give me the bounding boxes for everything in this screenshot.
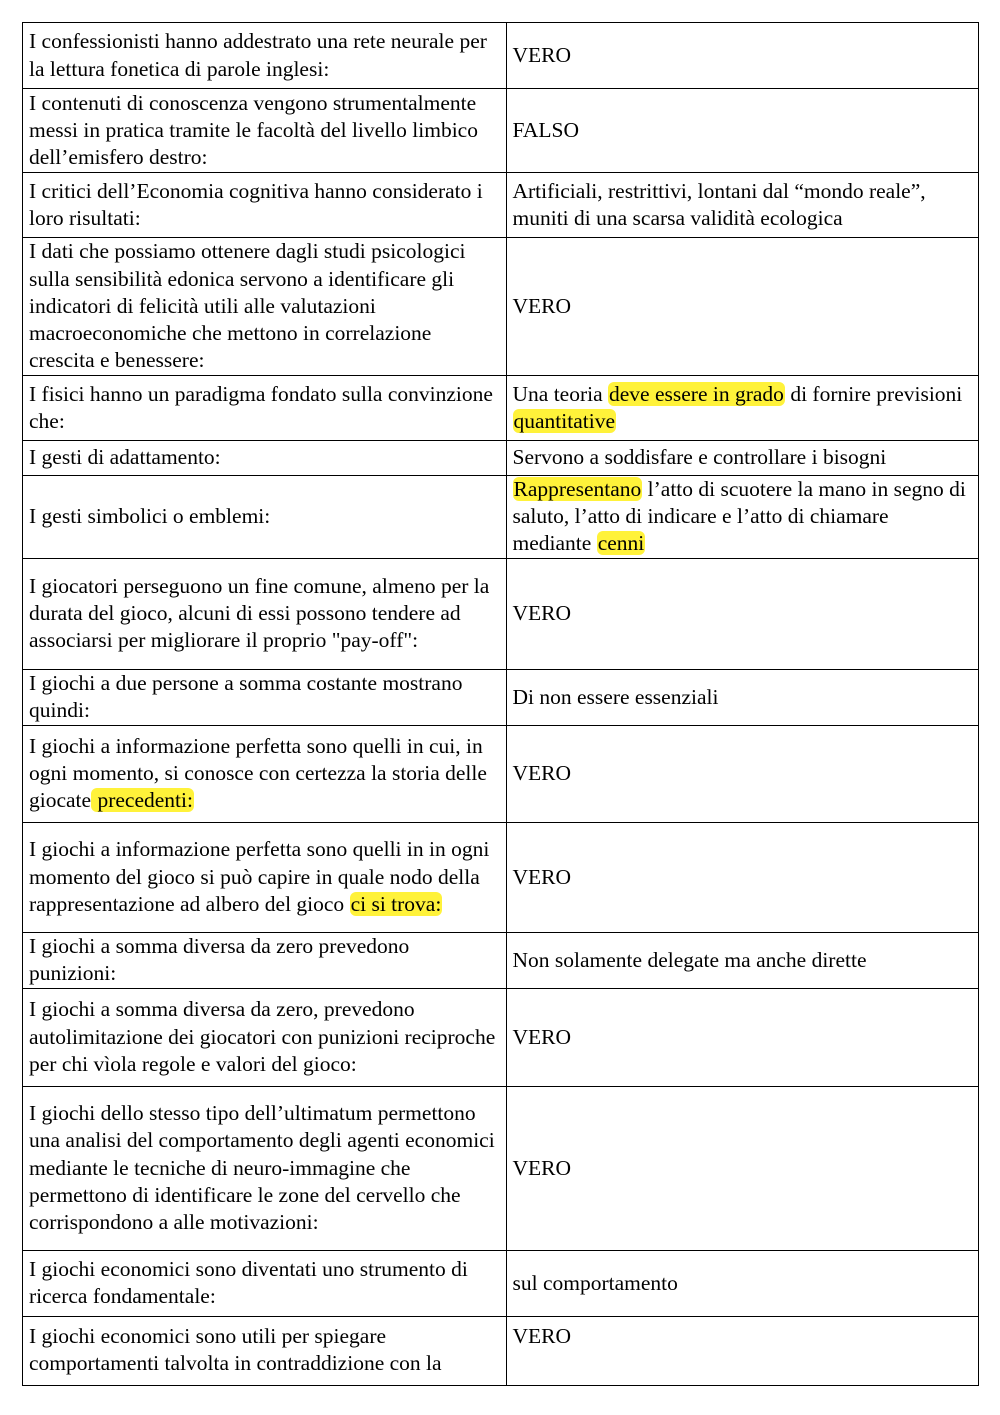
question-cell (23, 725, 507, 822)
cell-text: Di non essere essenziali (512, 684, 719, 709)
highlighted-text: Rappresentano (513, 477, 642, 501)
answer-cell (506, 669, 979, 725)
answer-cell (506, 1316, 979, 1385)
cell-text: VERO (512, 864, 572, 889)
cell-text: FALSO (512, 117, 580, 142)
table-row (23, 89, 979, 173)
cell-text: I giochi a somma diversa da zero, prevedono autolimitazione dei giocatori con punizioni reciproche per chi vìola regole e valori del gioco: (29, 997, 496, 1076)
cell-text: I giochi economici sono diventati uno strumento di ricerca fondamentale: (29, 1256, 468, 1309)
answer-cell (506, 1086, 979, 1250)
cell-text: I fisici hanno un paradigma fondato sulla convinzione che: (29, 381, 493, 433)
cell-text: I critici dell’Economia cognitiva hanno considerato i loro risultati: (29, 178, 483, 230)
table-row (23, 1250, 979, 1316)
cell-text: VERO (512, 1323, 572, 1348)
cell-text: VERO (512, 1024, 572, 1049)
answer-cell (506, 376, 979, 441)
question-cell (23, 238, 507, 376)
cell-text: di fornire previsioni (784, 381, 963, 406)
table-row (23, 238, 979, 376)
answer-cell (506, 725, 979, 822)
question-cell (23, 822, 507, 932)
question-cell (23, 441, 507, 476)
table-row (23, 725, 979, 822)
highlighted-text: cenni (597, 531, 645, 556)
cell-text: I giochi economici sono utili per spiegare comportamenti talvolta in contraddizione con la (29, 1323, 442, 1375)
highlighted-text: precedenti: (92, 788, 193, 813)
table-row (23, 1086, 979, 1250)
cell-text: I giochi a somma diversa da zero prevedono punizioni: (29, 933, 410, 986)
highlighted-text: quantitative (513, 409, 615, 433)
answer-cell (506, 23, 979, 89)
table-row (23, 822, 979, 932)
cell-text: I giochi a informazione perfetta sono quelli in cui, in ogni momento, si conosce con certezza la storia delle giocate (29, 733, 487, 813)
table-row (23, 23, 979, 89)
cell-text: Una teoria (512, 381, 609, 406)
question-cell (23, 376, 507, 441)
cell-text: Artificiali, restrittivi, lontani dal “mondo reale”, muniti di una scarsa validità ecologica (512, 178, 926, 230)
cell-text: Non solamente delegate ma anche dirette (512, 947, 867, 972)
table-row (23, 476, 979, 559)
answer-cell (506, 822, 979, 932)
cell-text: I giochi a due persone a somma costante mostrano quindi: (29, 670, 463, 723)
document-page (22, 22, 979, 1386)
cell-text: I contenuti di conoscenza vengono strumentalmente messi in pratica tramite le facoltà del livello limbico dell’emisfero destro: (29, 90, 478, 170)
question-cell (23, 932, 507, 988)
question-cell (23, 476, 507, 559)
highlighted-text: ci si trova: (350, 891, 442, 916)
highlighted-text: deve essere in grado (609, 381, 784, 406)
cell-text: VERO (512, 42, 572, 67)
question-cell (23, 173, 507, 238)
cell-text: I giochi a informazione perfetta sono quelli in in ogni momento del gioco si può capire in quale nodo della rappresentazione ad albero del gioco (29, 837, 490, 916)
question-cell (23, 1086, 507, 1250)
cell-text: I gesti di adattamento: (29, 445, 221, 470)
table-row (23, 669, 979, 725)
table-row (23, 173, 979, 238)
question-cell (23, 669, 507, 725)
answer-cell (506, 476, 979, 559)
cell-text: VERO (512, 1155, 572, 1180)
answer-cell (506, 1250, 979, 1316)
cell-text: sul comportamento (512, 1270, 678, 1295)
cell-text: l’atto di scuotere la mano in segno di saluto, l’atto di indicare e l’atto di chiamare mediante (512, 477, 966, 556)
question-cell (23, 988, 507, 1086)
question-cell (23, 1250, 507, 1316)
qa-table (22, 22, 979, 1386)
table-row (23, 1316, 979, 1385)
answer-cell (506, 89, 979, 173)
answer-cell (506, 932, 979, 988)
table-row (23, 558, 979, 669)
table-row (23, 376, 979, 441)
cell-text: VERO (512, 761, 572, 785)
answer-cell (506, 441, 979, 476)
table-row (23, 441, 979, 476)
question-cell (23, 558, 507, 669)
qa-table-body (23, 23, 979, 1386)
question-cell (23, 89, 507, 173)
question-cell (23, 1316, 507, 1385)
answer-cell (506, 558, 979, 669)
table-row (23, 932, 979, 988)
answer-cell (506, 173, 979, 238)
answer-cell (506, 238, 979, 376)
table-row (23, 988, 979, 1086)
cell-text: I dati che possiamo ottenere dagli studi psicologici sulla sensibilità edonica servono a identificare gli indicatori di felicità utili alle valutazioni macroeconomiche che mettono in correlazione crescita e benessere: (29, 239, 466, 373)
answer-cell (506, 988, 979, 1086)
question-cell (23, 23, 507, 89)
cell-text: I giochi dello stesso tipo dell’ultimatum permettono una analisi del comportamento degli agenti economici mediante le tecniche di neuro-immagine che permettono di identificare le zone del cervello che corrispondono a alle motivazioni: (29, 1101, 495, 1234)
cell-text: VERO (512, 293, 572, 318)
cell-text: I confessionisti hanno addestrato una rete neurale per la lettura fonetica di parole inglesi: (29, 29, 487, 81)
cell-text: VERO (512, 601, 572, 625)
cell-text: I giocatori perseguono un fine comune, almeno per la durata del gioco, alcuni di essi possono tendere ad associarsi per migliorare il proprio "pay-off": (29, 573, 490, 653)
cell-text: I gesti simbolici o emblemi: (29, 504, 271, 529)
cell-text: Servono a soddisfare e controllare i bisogni (512, 445, 887, 470)
